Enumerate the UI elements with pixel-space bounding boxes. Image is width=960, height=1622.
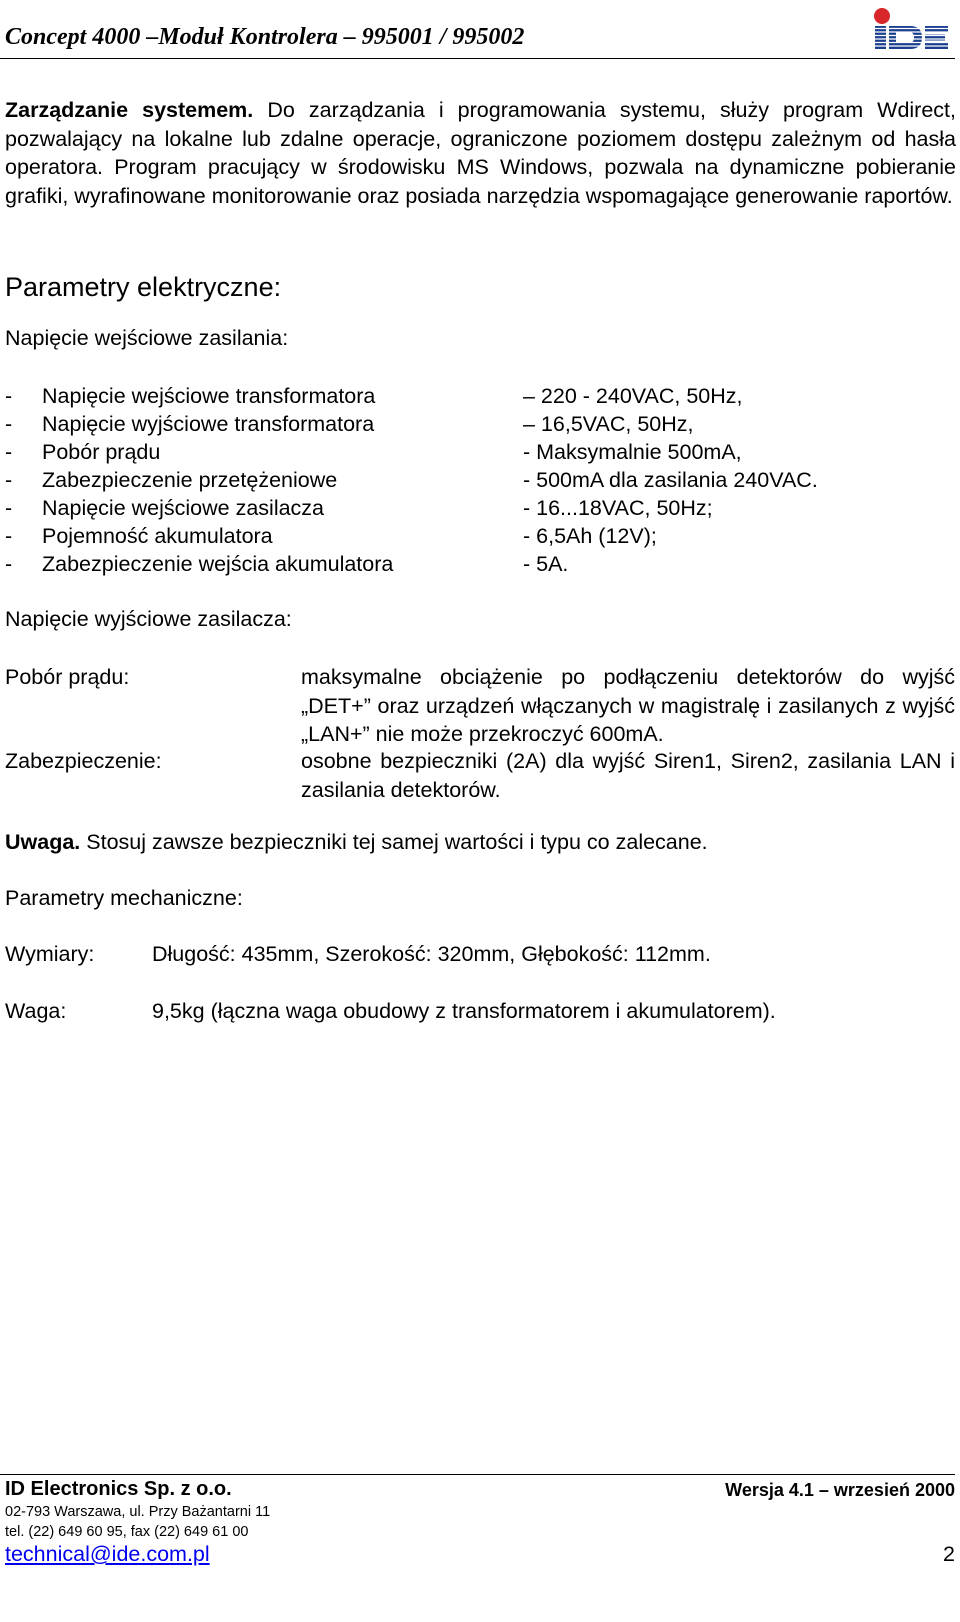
spec-value: – 16,5VAC, 50Hz, (523, 412, 694, 436)
footer-address: 02-793 Warszawa, ul. Przy Bażantarni 11 (5, 1504, 271, 1520)
power-draw-label: Pobór prądu: (5, 665, 130, 689)
input-voltage-heading: Napięcie wejściowe zasilania: (5, 326, 289, 350)
mechanical-heading: Parametry mechaniczne: (5, 886, 243, 910)
dimensions-label: Wymiary: (5, 942, 95, 966)
warning-note (5, 830, 708, 855)
spec-value: - 500mA dla zasilania 240VAC. (523, 468, 818, 492)
spec-label: Pobór prądu (42, 440, 161, 464)
electrical-heading: Parametry elektryczne: (5, 272, 282, 302)
footer-version: Wersja 4.1 – wrzesień 2000 (725, 1480, 955, 1500)
spec-row (5, 522, 955, 551)
spec-label: Napięcie wyjściowe transformatora (42, 412, 375, 436)
footer-phone: tel. (22) 649 60 95, fax (22) 649 61 00 (5, 1524, 249, 1540)
spec-row (5, 438, 955, 467)
weight-value: 9,5kg (łączna waga obudowy z transformatorem i akumulatorem). (152, 999, 776, 1023)
spec-value: - 5A. (523, 552, 569, 576)
spec-dash: - (5, 468, 13, 492)
page-header (0, 0, 960, 60)
spec-value: - 16...18VAC, 50Hz; (523, 496, 713, 520)
header-divider (0, 58, 955, 59)
protection-text: osobne bezpieczniki (2A) dla wyjść Siren1, Siren2, zasilania LAN i zasilania detektorów. (301, 749, 955, 802)
page-number: 2 (943, 1542, 955, 1566)
spec-row (5, 550, 955, 579)
document-title: Concept 4000 –Moduł Kontrolera – 995001 / 995002 (5, 24, 525, 50)
spec-dash: - (5, 524, 13, 548)
spec-label: Napięcie wejściowe transformatora (42, 384, 376, 408)
spec-row (5, 410, 955, 439)
spec-label: Zabezpieczenie przetężeniowe (42, 468, 338, 492)
spec-dash: - (5, 552, 13, 576)
spec-row (5, 466, 955, 495)
footer-company: ID Electronics Sp. z o.o. (5, 1478, 232, 1500)
note-lead: Uwaga. (5, 830, 81, 854)
logo-dot (874, 8, 890, 24)
spec-value: - 6,5Ah (12V); (523, 524, 657, 548)
spec-dash: - (5, 496, 13, 520)
power-draw-text: maksymalne obciążenie po podłączeniu detektorów do wyjść „DET+” oraz urządzeń włączanych w magistralę i zasilanych z wyjść „LAN+” nie może przekroczyć 600mA. (301, 665, 955, 746)
spec-row (5, 382, 955, 411)
spec-row (5, 494, 955, 523)
protection-label: Zabezpieczenie: (5, 749, 162, 773)
intro-text: Do zarządzania i programowania systemu, służy program Wdirect, pozwalający na lokalne lub zdalne operacje, ograniczone poziomem dostępu zależnym od hasła operatora. Program pracujący w środowisku MS Windows, pozwala na dynamiczne pobieranie grafiki, wyrafinowane monitorowanie oraz posiada narzędzia wspomagające generowanie raportów. (5, 98, 956, 208)
spec-label: Pojemność akumulatora (42, 524, 273, 548)
dimensions-value: Długość: 435mm, Szerokość: 320mm, Głębokość: 112mm. (152, 942, 711, 966)
ide-logo (866, 4, 952, 52)
output-voltage-heading: Napięcie wyjściowe zasilacza: (5, 607, 292, 631)
spec-dash: - (5, 384, 13, 408)
spec-value: – 220 - 240VAC, 50Hz, (523, 384, 743, 408)
footer-divider (0, 1474, 955, 1475)
intro-lead: Zarządzanie systemem. (5, 98, 254, 122)
spec-value: - Maksymalnie 500mA, (523, 440, 742, 464)
spec-dash: - (5, 440, 13, 464)
intro-paragraph (5, 96, 956, 210)
spec-label: Napięcie wejściowe zasilacza (42, 496, 325, 520)
note-text: Stosuj zawsze bezpieczniki tej samej wartości i typu co zalecane. (80, 830, 708, 854)
spec-label: Zabezpieczenie wejścia akumulatora (42, 552, 394, 576)
footer-email-link[interactable]: technical@ide.com.pl (5, 1542, 210, 1566)
weight-label: Waga: (5, 999, 67, 1023)
spec-dash: - (5, 412, 13, 436)
